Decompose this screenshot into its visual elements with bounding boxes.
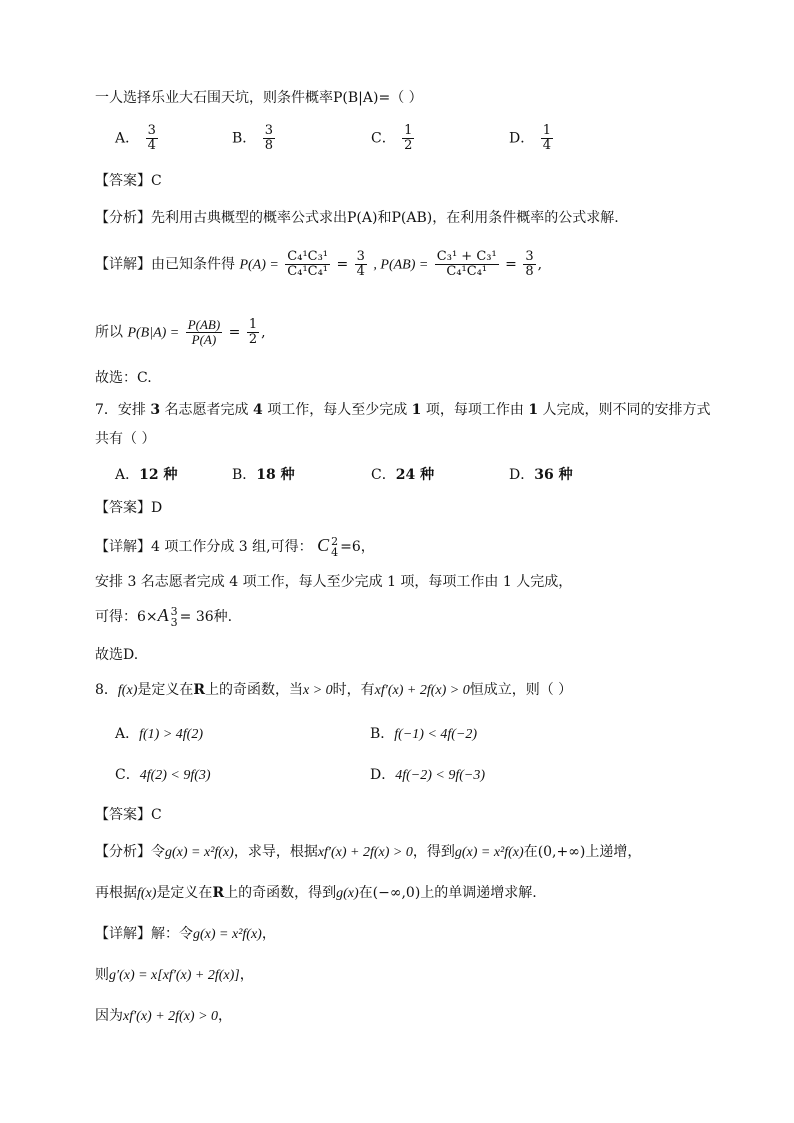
combination-symbol: C	[317, 535, 330, 555]
q6-option-d	[509, 124, 555, 153]
option-label: B．	[232, 130, 257, 147]
q7-answer: 【答案】D	[95, 500, 163, 516]
q6-choose: 故选：C.	[95, 370, 152, 386]
pab-fraction: $\frac{\text{C₃¹ + C₃¹}}{\text{C₄¹C₄¹}}$	[436, 249, 497, 279]
so-fraction: $\frac{P(AB)}{P(A)}$	[187, 317, 221, 347]
option-label: A．	[115, 130, 140, 147]
pab-lhs: , P(AB) =	[373, 257, 429, 273]
option-fraction: $\frac{1}{2}$	[404, 123, 413, 153]
q6-answer	[95, 171, 162, 191]
q8-detail-line3: 因为xf′(x) + 2f(x) > 0，	[95, 1008, 233, 1024]
so-value: $\frac{1}{2}$	[248, 317, 258, 347]
pa-lhs: P(A) =	[239, 257, 279, 273]
pa-fraction: $\frac{\text{C₄¹C₃¹}}{\text{C₄¹C₄¹}}$	[287, 249, 329, 279]
q8-option-b: B．f(−1) < 4f(−2)	[370, 726, 478, 742]
option-label: C．	[371, 130, 396, 147]
q8-detail-line2: 则g′(x) = x[xf′(x) + 2f(x)]，	[95, 967, 254, 983]
q7-option-d: D．36 种	[509, 467, 573, 483]
pa-eq: =	[336, 256, 349, 273]
q8-analysis: 【分析】令g(x) = x²f(x)，求导，根据xf′(x) + 2f(x) > 0，得到g(x) = x²f(x)在(0,+∞)上递增，	[95, 844, 642, 860]
q6-option-c	[371, 124, 416, 153]
q8-analysis-line2: 再根据f(x)是定义在R上的奇函数，得到g(x)在(−∞,0)上的单调递增求解.	[95, 885, 537, 901]
pa-value: $\frac{3}{4}$	[356, 249, 365, 279]
q7-option-b: B．18 种	[232, 467, 295, 483]
detail-tag: 【详解】	[95, 256, 151, 273]
q7-detail-line3: 可得：6×A 3 3 = 36种.	[95, 605, 233, 629]
q8-answer: 【答案】C	[95, 807, 162, 823]
so-prefix: 所以	[95, 324, 123, 341]
option-fraction: $\frac{3}{8}$	[264, 123, 274, 153]
analysis-tag: 【分析】	[95, 210, 151, 226]
q7-option-a: A．12 种	[115, 467, 178, 483]
pab-eq: =	[505, 256, 517, 273]
q6-option-b	[232, 124, 277, 153]
q7-stem-line1: 7．安排 3 名志愿者完成 4 项工作，每人至少完成 1 项，每项工作由 1 人完成，则不同的安排方式	[95, 402, 711, 418]
option-fraction: $\frac{3}{4}$	[147, 123, 156, 153]
q8-stem: 8．f(x)是定义在R上的奇函数，当x > 0时，有xf′(x) + 2f(x) > 0恒成立，则（ ）	[95, 682, 573, 698]
q8-detail: 【详解】解：令g(x) = x²f(x)，	[95, 926, 276, 942]
q6-detail: 【详解】由已知条件得 P(A) = $\frac{\text{C₄¹C₃¹}}{\text{C₄¹C₄¹}}$ = $\frac{3}{4}$ , P(AB) = $\frac{\text{C₃¹ + C₃¹}}{\text{C₄¹C₄¹}}$ = $\frac{3}{8}$ ,	[95, 249, 543, 279]
option-label: D．	[509, 130, 535, 147]
q6-option-a	[115, 124, 160, 153]
q7-detail: 【详解】4 项工作分成 3 组,可得： C 2 4 =6，	[95, 535, 375, 559]
q8-option-a: A．f(1) > 4f(2)	[115, 726, 203, 742]
q6-analysis	[95, 208, 619, 228]
arrangement-indices: 3 3	[170, 605, 178, 629]
combination-indices: 2 4	[331, 535, 339, 559]
q7-detail-line2: 安排 3 名志愿者完成 4 项工作，每人至少完成 1 项，每项工作由 1 人完成，	[95, 574, 573, 590]
option-fraction: $\frac{1}{4}$	[542, 123, 551, 153]
so-eq: =	[228, 324, 241, 341]
arrangement-symbol: A	[157, 605, 169, 625]
q6-conclusion: 所以 P(B|A) = $\frac{P(AB)}{P(A)}$ = $\frac{1}{2}$ ,	[95, 317, 266, 347]
pab-value: $\frac{3}{8}$	[525, 249, 534, 279]
q7-choose: 故选D.	[95, 647, 139, 663]
answer-tag: 【答案】	[95, 173, 151, 189]
q8-option-d: D．4f(−2) < 9f(−3)	[370, 767, 486, 783]
q6-stem: 一人选择乐业大石围天坑，则条件概率P(B|A)=（ ）	[95, 90, 423, 106]
answer-value: C	[151, 173, 162, 189]
detail-intro: 由已知条件得	[151, 256, 235, 273]
so-lhs: P(B|A) =	[127, 325, 180, 341]
analysis-text: 先利用古典概型的概率公式求出P(A)和P(AB)，在利用条件概率的公式求解.	[151, 210, 619, 226]
q7-stem-line2: 共有（ ）	[95, 431, 156, 447]
q8-option-c: C．4f(2) < 9f(3)	[115, 767, 211, 783]
q7-option-c: C．24 种	[371, 467, 435, 483]
